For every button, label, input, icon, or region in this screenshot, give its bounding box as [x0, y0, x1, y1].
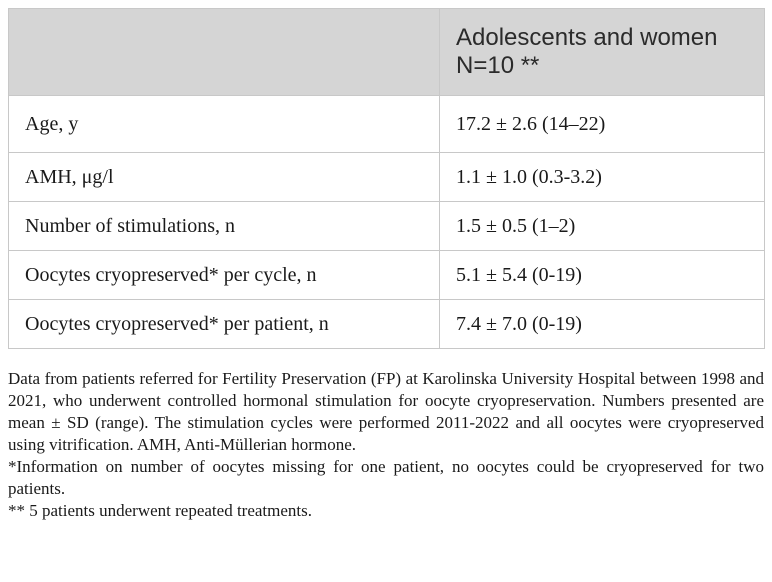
header-cell-empty — [9, 9, 440, 96]
row-label: AMH, μg/l — [9, 153, 440, 202]
header-group-count: N=10 ** — [456, 52, 540, 79]
header-row — [9, 9, 765, 96]
row-value: 5.1 ± 5.4 (0-19) — [440, 251, 765, 300]
row-label: Age, y — [9, 96, 440, 153]
row-value: 17.2 ± 2.6 (14–22) — [440, 96, 765, 153]
table-row — [9, 202, 765, 251]
data-table-container — [8, 8, 764, 349]
header-group-title: Adolescents and women — [456, 24, 718, 51]
table-row — [9, 300, 765, 349]
table-row — [9, 153, 765, 202]
row-value: 7.4 ± 7.0 (0-19) — [440, 300, 765, 349]
footnote-double-asterisk: ** 5 patients underwent repeated treatments. — [8, 501, 312, 520]
table-row — [9, 251, 765, 300]
footnote-asterisk: *Information on number of oocytes missing for one patient, no oocytes could be cryopreserved for two patients. — [8, 457, 764, 498]
table-body — [9, 96, 765, 349]
row-label: Oocytes cryopreserved* per cycle, n — [9, 251, 440, 300]
table-description-note: Data from patients referred for Fertility Preservation (FP) at Karolinska University Hospital between 1998 and 2021, who underwent controlled hormonal stimulation for oocyte cryopreservation. Numbers presented are mean ± SD (range). The stimulation cycles were performed 2011-2022 and all oocytes were cryopreserved using vitrification. AMH, Anti-Müllerian hormone. — [8, 369, 764, 454]
row-value: 1.5 ± 0.5 (1–2) — [440, 202, 765, 251]
row-value: 1.1 ± 1.0 (0.3-3.2) — [440, 153, 765, 202]
header-cell-group — [440, 9, 765, 96]
row-label: Number of stimulations, n — [9, 202, 440, 251]
table-header — [9, 9, 765, 96]
data-table — [8, 8, 765, 349]
row-label: Oocytes cryopreserved* per patient, n — [9, 300, 440, 349]
table-row — [9, 96, 765, 153]
table-notes — [8, 368, 764, 522]
